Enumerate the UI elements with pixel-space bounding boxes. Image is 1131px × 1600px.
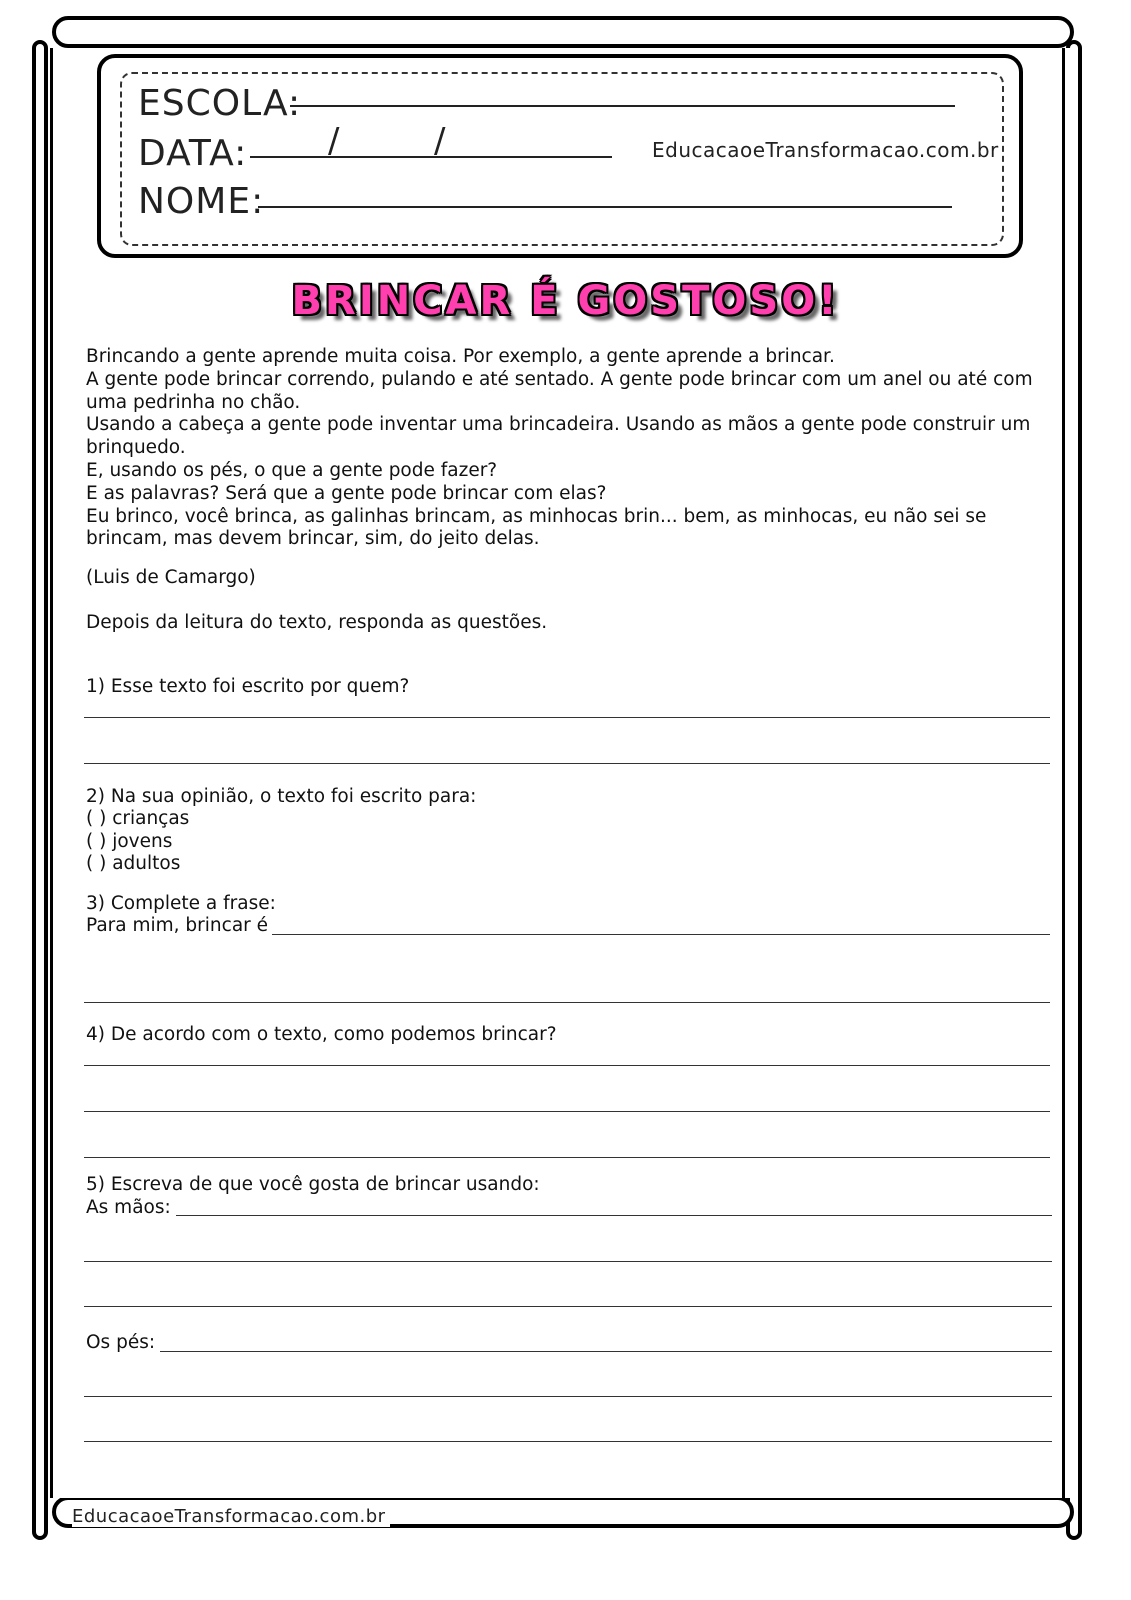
answer-line[interactable] [84, 1261, 1052, 1262]
option-jovens[interactable]: ( ) jovens [86, 831, 173, 852]
nome-label: NOME: [138, 181, 265, 222]
answer-line[interactable] [160, 1351, 1052, 1352]
escola-line[interactable] [290, 105, 955, 107]
answer-line[interactable] [84, 1157, 1050, 1158]
reading-text [86, 346, 1046, 551]
text-line-6: Eu brinco, você brinca, as galinhas brincam, as minhocas brin... bem, as minhocas, eu não sei se brincam, mas devem brincar, sim, do jeito delas. [86, 505, 987, 550]
question-5-feet: Os pés: [86, 1332, 156, 1353]
instruction: Depois da leitura do texto, responda as questões. [86, 612, 548, 633]
answer-line[interactable] [84, 1306, 1052, 1307]
answer-line[interactable] [84, 1065, 1050, 1066]
page-title: BRINCAR É GOSTOSO! [291, 278, 840, 324]
frame-inner-area [48, 48, 1070, 1498]
frame-left-bar [32, 40, 48, 1540]
question-2: 2) Na sua opinião, o texto foi escrito para: [86, 786, 477, 807]
answer-line[interactable] [84, 1396, 1052, 1397]
footer-site-name: EducacaoeTransformacao.com.br [72, 1506, 390, 1527]
frame-top-bar [52, 16, 1074, 48]
header-site-name: EducacaoeTransformacao.com.br [652, 138, 999, 162]
nome-line[interactable] [258, 206, 952, 208]
data-label: DATA: [138, 133, 248, 174]
frame-inner-left-edge [50, 48, 53, 1498]
text-line-2: A gente pode brincar correndo, pulando e até sentado. A gente pode brincar com um anel ou até com uma pedrinha no chão. [86, 368, 1033, 413]
date-slash-2: / [434, 121, 446, 161]
answer-line[interactable] [84, 1441, 1052, 1442]
data-line[interactable] [250, 156, 612, 158]
question-5-hands: As mãos: [86, 1197, 171, 1218]
question-4: 4) De acordo com o texto, como podemos brincar? [86, 1024, 557, 1045]
escola-label: ESCOLA: [138, 83, 302, 124]
question-1: 1) Esse texto foi escrito por quem? [86, 676, 410, 697]
answer-line[interactable] [272, 934, 1050, 935]
answer-line[interactable] [84, 717, 1050, 718]
text-line-4: E, usando os pés, o que a gente pode fazer? [86, 459, 498, 481]
answer-line[interactable] [176, 1215, 1052, 1216]
question-5: 5) Escreva de que você gosta de brincar usando: [86, 1174, 540, 1195]
frame-inner-right-edge [1062, 48, 1065, 1498]
date-slash-1: / [328, 121, 340, 161]
text-line-1: Brincando a gente aprende muita coisa. Por exemplo, a gente aprende a brincar. [86, 346, 835, 367]
option-criancas[interactable]: ( ) crianças [86, 808, 190, 829]
answer-line[interactable] [84, 1111, 1050, 1112]
text-author: (Luis de Camargo) [86, 567, 256, 588]
text-line-5: E as palavras? Será que a gente pode brincar com elas? [86, 482, 607, 504]
answer-line[interactable] [84, 1002, 1050, 1003]
answer-line[interactable] [84, 763, 1050, 764]
question-3: 3) Complete a frase: [86, 893, 276, 914]
option-adultos[interactable]: ( ) adultos [86, 853, 181, 874]
question-3-prompt: Para mim, brincar é [86, 915, 269, 936]
text-line-3: Usando a cabeça a gente pode inventar uma brincadeira. Usando as mãos a gente pode construir um brinquedo. [86, 414, 1031, 459]
